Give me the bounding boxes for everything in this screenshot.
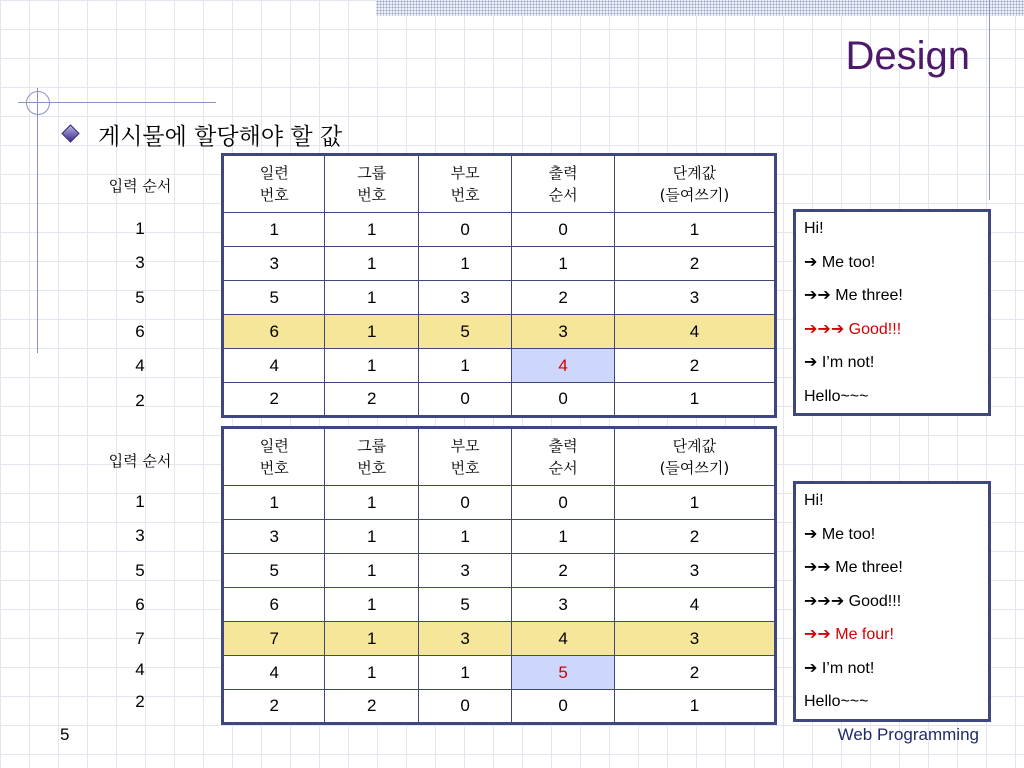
input-order-number: 2 — [135, 390, 145, 410]
input-order-label: 입력 순서 — [108, 177, 172, 195]
table-cell: 4 — [614, 588, 775, 622]
left-vertical-rule — [37, 88, 38, 353]
input-order-number: 5 — [135, 287, 145, 307]
table-cell: 1 — [325, 588, 418, 622]
diamond-bullet-icon — [61, 124, 79, 142]
highlighted-row — [223, 315, 776, 349]
table-row — [223, 486, 776, 520]
table-row — [223, 520, 776, 554]
table-cell: 1 — [325, 281, 418, 315]
table-cell: 5 — [223, 554, 325, 588]
thread-line: ➔➔➔ Good!!! — [804, 592, 902, 610]
table-cell: 0 — [418, 486, 511, 520]
table-cell: 3 — [512, 588, 614, 622]
table-cell: 5 — [418, 315, 511, 349]
input-order-number: 6 — [135, 594, 145, 614]
table-cell: 1 — [325, 486, 418, 520]
table-row — [223, 349, 776, 383]
table-cell: 1 — [325, 622, 418, 656]
header-group-number: 그룹 번호 — [325, 155, 418, 213]
table-cell: 3 — [418, 281, 511, 315]
table-cell: 0 — [512, 213, 614, 247]
thread-line: ➔➔ Me three! — [804, 559, 903, 576]
page-number: 5 — [60, 725, 70, 744]
thread-preview-box — [793, 209, 991, 416]
table-cell: 2 — [512, 554, 614, 588]
table-cell: 3 — [418, 554, 511, 588]
thread-line: ➔➔ Me three! — [804, 287, 903, 304]
table-header-row — [223, 428, 776, 486]
table-cell: 2 — [223, 383, 325, 417]
table-cell: 1 — [418, 520, 511, 554]
header-serial-number: 일련 번호 — [223, 428, 325, 486]
table-cell: 3 — [512, 315, 614, 349]
table-cell: 0 — [512, 383, 614, 417]
table-cell: 2 — [614, 349, 775, 383]
board-values-table — [221, 153, 777, 418]
thread-line: Hi! — [804, 492, 824, 509]
table-row — [223, 554, 776, 588]
input-order-number: 4 — [135, 356, 145, 376]
thread-line: ➔ Me too! — [804, 525, 876, 543]
table-row — [223, 213, 776, 247]
table-cell: 3 — [223, 247, 325, 281]
thread-line-highlighted: ➔➔➔ Good!!! — [804, 320, 902, 338]
input-order-number: 4 — [135, 660, 145, 679]
table-cell: 0 — [512, 690, 614, 724]
thread-line: Hello~~~ — [804, 693, 869, 710]
table-cell: 6 — [223, 588, 325, 622]
table-cell: 2 — [325, 383, 418, 417]
table-row — [223, 588, 776, 622]
table-cell: 2 — [325, 690, 418, 724]
table-row — [223, 656, 776, 690]
slide-heading: 게시물에 할당해야 할 값 — [98, 124, 343, 150]
table-cell: 1 — [325, 520, 418, 554]
table-cell: 1 — [614, 690, 775, 724]
header-serial-number: 일련 번호 — [223, 155, 325, 213]
input-order-number: 3 — [135, 253, 145, 273]
table-row — [223, 690, 776, 724]
table-cell: 0 — [418, 213, 511, 247]
table-cell: 1 — [614, 213, 775, 247]
table-cell: 0 — [418, 690, 511, 724]
table-row — [223, 383, 776, 417]
input-order-number: 1 — [135, 492, 145, 511]
thread-line: ➔ I’m not! — [804, 354, 875, 371]
highlighted-cell: 5 — [512, 656, 614, 690]
table-cell: 2 — [512, 281, 614, 315]
table-cell: 1 — [325, 656, 418, 690]
table-cell: 6 — [223, 315, 325, 349]
top-pattern-band — [376, 0, 1024, 16]
table-cell: 1 — [325, 349, 418, 383]
table-cell: 3 — [223, 520, 325, 554]
input-order-number: 7 — [135, 629, 145, 649]
header-depth-value: 단계값 (들여쓰기) — [614, 428, 775, 486]
table-cell: 1 — [325, 315, 418, 349]
header-output-order: 출력 순서 — [512, 155, 614, 213]
input-order-number: 3 — [135, 526, 145, 546]
table-cell: 2 — [614, 656, 775, 690]
table-cell: 1 — [325, 247, 418, 281]
table-cell: 1 — [223, 213, 325, 247]
input-order-number: 2 — [135, 692, 145, 711]
table-cell: 0 — [512, 486, 614, 520]
table-cell: 5 — [223, 281, 325, 315]
thread-line-highlighted: ➔➔ Me four! — [804, 626, 894, 643]
table-cell: 3 — [614, 281, 775, 315]
decorative-circle — [26, 91, 50, 115]
course-name: Web Programming — [837, 725, 979, 744]
input-order-number: 6 — [135, 321, 145, 341]
thread-line: ➔ Me too! — [804, 253, 876, 271]
table-header-row — [223, 155, 776, 213]
table-cell: 1 — [614, 486, 775, 520]
header-depth-value: 단계값 (들여쓰기) — [614, 155, 775, 213]
table-cell: 2 — [614, 520, 775, 554]
table-cell: 3 — [614, 622, 775, 656]
highlighted-row — [223, 622, 776, 656]
table-cell: 0 — [418, 383, 511, 417]
table-cell: 1 — [223, 486, 325, 520]
thread-line: Hi! — [804, 220, 824, 237]
right-vertical-rule — [989, 0, 990, 200]
table-cell: 1 — [325, 213, 418, 247]
table-cell: 1 — [512, 520, 614, 554]
highlighted-cell: 4 — [512, 349, 614, 383]
thread-preview-box — [793, 481, 991, 722]
table-cell: 2 — [223, 690, 325, 724]
table-row — [223, 247, 776, 281]
table-cell: 1 — [418, 656, 511, 690]
input-order-number: 5 — [135, 560, 145, 580]
header-group-number: 그룹 번호 — [325, 428, 418, 486]
table-cell: 4 — [512, 622, 614, 656]
table-cell: 3 — [418, 622, 511, 656]
table-cell: 4 — [223, 656, 325, 690]
header-parent-number: 부모 번호 — [418, 155, 511, 213]
table-cell: 4 — [223, 349, 325, 383]
table-cell: 2 — [614, 247, 775, 281]
header-output-order: 출력 순서 — [512, 428, 614, 486]
table-cell: 1 — [325, 554, 418, 588]
input-order-label: 입력 순서 — [108, 452, 172, 470]
table-cell: 5 — [418, 588, 511, 622]
table-row — [223, 281, 776, 315]
table-cell: 1 — [614, 383, 775, 417]
table-cell: 1 — [418, 349, 511, 383]
header-parent-number: 부모 번호 — [418, 428, 511, 486]
table-cell: 7 — [223, 622, 325, 656]
slide-title: Design — [845, 34, 970, 78]
table-cell: 1 — [512, 247, 614, 281]
input-order-number: 1 — [135, 219, 145, 238]
thread-line: ➔ I’m not! — [804, 659, 875, 677]
table-cell: 3 — [614, 554, 775, 588]
table-cell: 4 — [614, 315, 775, 349]
board-values-table — [221, 426, 777, 725]
thread-line: Hello~~~ — [804, 387, 869, 405]
table-cell: 1 — [418, 247, 511, 281]
